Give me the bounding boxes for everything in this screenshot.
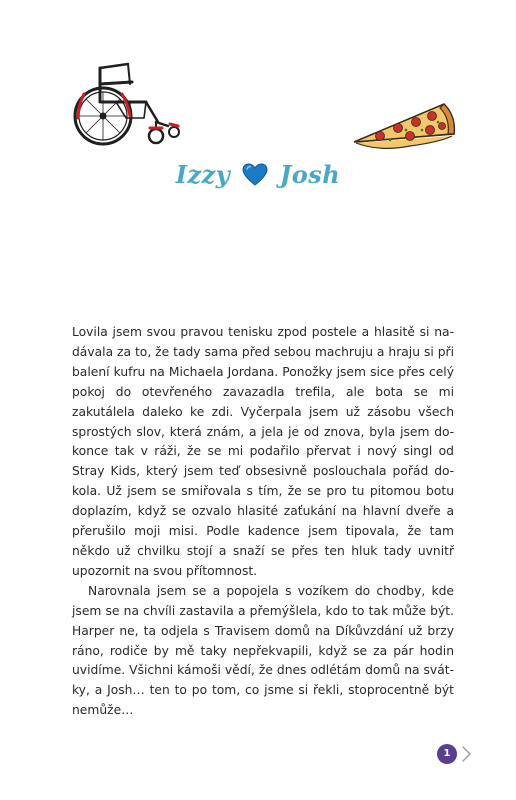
blue-heart-icon [242,163,268,187]
chapter-name-right: Josh [279,160,341,189]
chapter-body-text [72,323,454,721]
paragraph-1: Lovila jsem svou pravou tenisku zpod postele a hlasitě si nadávala za to, že tady sama před sebou machruju a hraju si při balení kufru na Michaela Jordana. Ponožky jsem sice přes celý pokoj do otevřeného zavazadla trefila, ale bota se mi zakutálela daleko ke zdi. Vyčerpala jsem už zásobu všech sprostých slov, která znám, a jela je od znova, byla jsem dokonce tak v ráži, že se mi podařilo přervat i nový singl od Stray Kids, který jsem teď obsesivně poslouchala pořád dokola. Už jsem se smiřovala s tím, že se pro tu pitomou botu doplazím, když se ozvalo hlasité zaťukání na hlavní dveře a přerušilo moji misi. Podle kadence jsem tipovala, že tam někdo už chvilku stojí a snaží se přes ten hluk tady uvnitř upozornit na svou přítomnost. [72,325,454,578]
wheelchair-illustration [70,58,182,150]
chapter-title [0,160,516,189]
paragraph-2: Narovnala jsem se a popojela s vozíkem do chodby, kde jsem se na chvíli zastavila a přemýšlela, kdo to tak může být. Harper ne, ta odjela s Travisem domů na Díkůvzdání už brzy ráno, rodiče by mě taky nepřekvapili, když se za pár hodin uvidíme. Všichni kámoši vědí, že dnes odlétám domů na svátky, a Josh… ten to po tom, co jsme si řekli, stoprocentně být nemůže… [72,583,454,718]
chapter-name-left: Izzy [175,160,231,189]
pizza-slice-illustration [350,100,460,156]
chevron-right-icon[interactable] [460,745,472,763]
page-number-badge: 1 [437,744,457,764]
